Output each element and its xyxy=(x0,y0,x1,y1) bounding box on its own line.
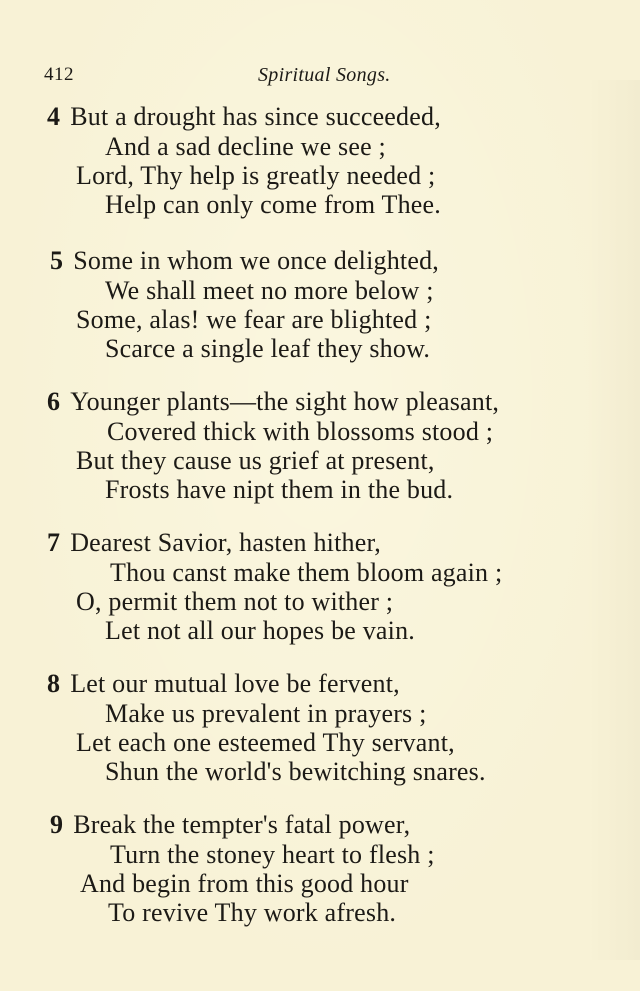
verse-line: Make us prevalent in prayers ; xyxy=(105,699,427,728)
verse-line: Scarce a single leaf they show. xyxy=(105,334,431,363)
verse-line: Help can only come from Thee. xyxy=(105,190,441,219)
stanza-number: 6 xyxy=(47,387,61,416)
verse-line: Lord, Thy help is greatly needed ; xyxy=(76,161,436,190)
verse-line: Break the tempter's fatal power, xyxy=(73,810,411,839)
verse-line: Dearest Savior, hasten hither, xyxy=(70,528,381,557)
verse-line: Turn the stoney heart to flesh ; xyxy=(110,840,435,869)
verse-line: But they cause us grief at present, xyxy=(76,446,435,475)
page-header xyxy=(44,64,604,94)
verse-line: Let each one esteemed Thy servant, xyxy=(76,728,455,757)
verse-line: And begin from this good hour xyxy=(80,869,409,898)
verse-line: And a sad decline we see ; xyxy=(105,132,386,161)
stanza-first-line xyxy=(50,810,410,840)
stanza-first-line xyxy=(47,528,381,558)
verse-line: Covered thick with blossoms stood ; xyxy=(107,417,494,446)
verse-line: Some, alas! we fear are blighted ; xyxy=(76,305,432,334)
running-title: Spiritual Songs. xyxy=(258,64,391,86)
stanza-first-line xyxy=(47,387,499,417)
verse-line: Some in whom we once delighted, xyxy=(73,246,439,275)
page-number: 412 xyxy=(44,64,74,85)
stanza-number: 7 xyxy=(47,528,61,557)
stanza-number: 4 xyxy=(47,102,61,131)
verse-line: But a drought has since succeeded, xyxy=(70,102,441,131)
verse-line: To revive Thy work afresh. xyxy=(108,898,397,927)
stanza-first-line xyxy=(47,102,441,132)
stanza-first-line xyxy=(47,669,400,699)
stanza-number: 8 xyxy=(47,669,61,698)
verse-line: Shun the world's bewitching snares. xyxy=(105,757,486,786)
stanza-first-line xyxy=(50,246,439,276)
page-edge-shadow xyxy=(586,80,640,960)
verse-line: O, permit them not to wither ; xyxy=(76,587,394,616)
verse-line: Thou canst make them bloom again ; xyxy=(110,558,503,587)
verse-line: Let our mutual love be fervent, xyxy=(70,669,400,698)
verse-line: We shall meet no more below ; xyxy=(105,276,434,305)
stanza-number: 9 xyxy=(50,810,64,839)
verse-line: Younger plants—the sight how pleasant, xyxy=(70,387,500,416)
verse-line: Let not all our hopes be vain. xyxy=(105,616,415,645)
stanza-number: 5 xyxy=(50,246,64,275)
verse-line: Frosts have nipt them in the bud. xyxy=(105,475,454,504)
